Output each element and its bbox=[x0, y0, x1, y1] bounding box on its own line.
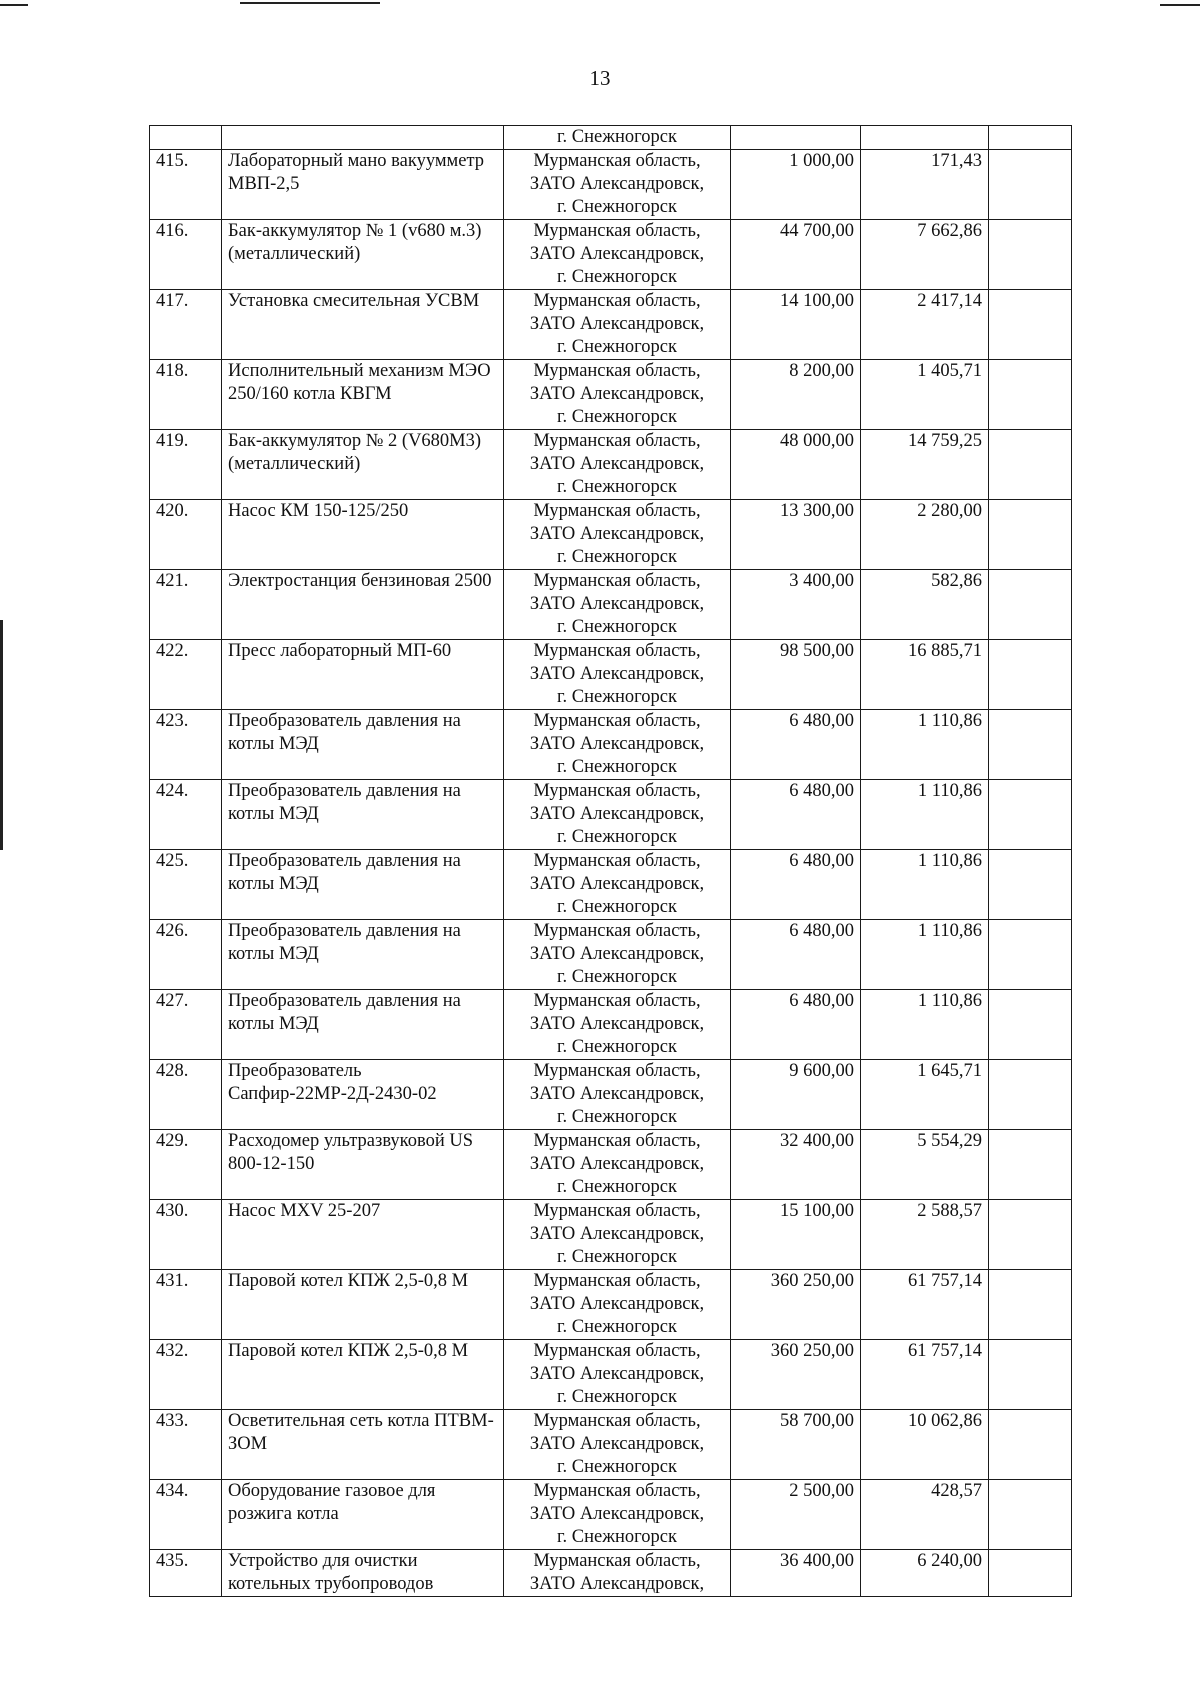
item-address bbox=[504, 920, 731, 990]
item-value-2: 7 662,86 bbox=[861, 220, 989, 290]
item-number: 429. bbox=[150, 1130, 222, 1200]
table-row bbox=[150, 150, 1072, 220]
item-address bbox=[504, 640, 731, 710]
item-number: 422. bbox=[150, 640, 222, 710]
address-line: г. Снежногорск bbox=[557, 1387, 677, 1407]
item-number: 433. bbox=[150, 1410, 222, 1480]
item-name: Паровой котел КПЖ 2,5-0,8 М bbox=[222, 1340, 504, 1410]
item-address bbox=[504, 1340, 731, 1410]
address-line: ЗАТО Александровск, bbox=[529, 944, 705, 964]
scan-artifact-left-edge bbox=[0, 620, 3, 850]
item-extra bbox=[989, 1200, 1072, 1270]
item-extra bbox=[989, 710, 1072, 780]
item-number: 420. bbox=[150, 500, 222, 570]
item-value-1: 13 300,00 bbox=[731, 500, 861, 570]
num-cell bbox=[150, 126, 222, 150]
item-value-1: 2 500,00 bbox=[731, 1480, 861, 1550]
item-extra bbox=[989, 640, 1072, 710]
item-address bbox=[504, 710, 731, 780]
address-line: ЗАТО Александровск, bbox=[529, 1574, 705, 1594]
address-line: ЗАТО Александровск, bbox=[529, 454, 705, 474]
item-value-1: 9 600,00 bbox=[731, 1060, 861, 1130]
item-address bbox=[504, 990, 731, 1060]
item-name: Пресс лабораторный МП-60 bbox=[222, 640, 504, 710]
address-line: Мурманская область, bbox=[533, 291, 701, 311]
item-value-2: 14 759,25 bbox=[861, 430, 989, 500]
item-value-1: 36 400,00 bbox=[731, 1550, 861, 1597]
address-line: Мурманская область, bbox=[533, 1201, 701, 1221]
item-value-1: 58 700,00 bbox=[731, 1410, 861, 1480]
address-line: ЗАТО Александровск, bbox=[529, 1294, 705, 1314]
address-line: Мурманская область, bbox=[533, 641, 701, 661]
item-value-2: 1 110,86 bbox=[861, 920, 989, 990]
table-row bbox=[150, 1480, 1072, 1550]
address-line: ЗАТО Александровск, bbox=[529, 174, 705, 194]
item-value-1: 6 480,00 bbox=[731, 850, 861, 920]
item-number: 416. bbox=[150, 220, 222, 290]
item-number: 427. bbox=[150, 990, 222, 1060]
table-row bbox=[150, 850, 1072, 920]
item-number: 428. bbox=[150, 1060, 222, 1130]
item-extra bbox=[989, 1130, 1072, 1200]
item-address bbox=[504, 220, 731, 290]
item-name: Преобразователь давления на котлы МЭД bbox=[222, 920, 504, 990]
address-line: г. Снежногорск bbox=[557, 477, 677, 497]
item-number: 415. bbox=[150, 150, 222, 220]
item-number: 434. bbox=[150, 1480, 222, 1550]
item-value-2: 61 757,14 bbox=[861, 1340, 989, 1410]
table-row bbox=[150, 710, 1072, 780]
item-name: Оборудование газовое для розжига котла bbox=[222, 1480, 504, 1550]
item-value-2: 2 417,14 bbox=[861, 290, 989, 360]
address-line: Мурманская область, bbox=[533, 1061, 701, 1081]
address-line: ЗАТО Александровск, bbox=[529, 1014, 705, 1034]
address-line: ЗАТО Александровск, bbox=[529, 1364, 705, 1384]
address-line: Мурманская область, bbox=[533, 571, 701, 591]
table-row bbox=[150, 1060, 1072, 1130]
item-name: Электростанция бензиновая 2500 bbox=[222, 570, 504, 640]
address-line: ЗАТО Александровск, bbox=[529, 874, 705, 894]
item-extra bbox=[989, 290, 1072, 360]
item-address bbox=[504, 1410, 731, 1480]
value1-cell bbox=[731, 126, 861, 150]
registry-body bbox=[150, 126, 1072, 1597]
address-line: г. Снежногорск bbox=[557, 197, 677, 217]
item-name: Бак-аккумулятор № 1 (v680 м.3) (металлический) bbox=[222, 220, 504, 290]
item-name: Исполнительный механизм МЭО 250/160 котла КВГМ bbox=[222, 360, 504, 430]
item-name: Установка смесительная УСВМ bbox=[222, 290, 504, 360]
item-extra bbox=[989, 780, 1072, 850]
item-address bbox=[504, 290, 731, 360]
table-row bbox=[150, 220, 1072, 290]
address-line: Мурманская область, bbox=[533, 221, 701, 241]
item-name: Насос MXV 25-207 bbox=[222, 1200, 504, 1270]
item-value-2: 1 110,86 bbox=[861, 850, 989, 920]
address-line: ЗАТО Александровск, bbox=[529, 524, 705, 544]
item-value-1: 6 480,00 bbox=[731, 710, 861, 780]
table-row bbox=[150, 990, 1072, 1060]
address-line: г. Снежногорск bbox=[557, 1527, 677, 1547]
address-line: г. Снежногорск bbox=[557, 1317, 677, 1337]
scan-artifact-top-left bbox=[0, 4, 28, 6]
item-number: 435. bbox=[150, 1550, 222, 1597]
address-line: ЗАТО Александровск, bbox=[529, 594, 705, 614]
item-number: 425. bbox=[150, 850, 222, 920]
table-row-continuation bbox=[150, 126, 1072, 150]
item-extra bbox=[989, 1340, 1072, 1410]
item-extra bbox=[989, 150, 1072, 220]
item-name: Преобразователь Сапфир-22МР-2Д-2430-02 bbox=[222, 1060, 504, 1130]
address-line: Мурманская область, bbox=[533, 1341, 701, 1361]
item-name: Паровой котел КПЖ 2,5-0,8 М bbox=[222, 1270, 504, 1340]
table-row bbox=[150, 430, 1072, 500]
item-value-1: 6 480,00 bbox=[731, 780, 861, 850]
item-value-1: 32 400,00 bbox=[731, 1130, 861, 1200]
table-row bbox=[150, 640, 1072, 710]
item-value-2: 582,86 bbox=[861, 570, 989, 640]
item-number: 421. bbox=[150, 570, 222, 640]
item-address bbox=[504, 1130, 731, 1200]
address-line: г. Снежногорск bbox=[557, 1457, 677, 1477]
address-line: ЗАТО Александровск, bbox=[529, 1224, 705, 1244]
item-address bbox=[504, 850, 731, 920]
address-line: г. Снежногорск bbox=[557, 267, 677, 287]
item-number: 432. bbox=[150, 1340, 222, 1410]
address-line: г. Снежногорск bbox=[557, 1247, 677, 1267]
address-line: ЗАТО Александровск, bbox=[529, 734, 705, 754]
address-line: г. Снежногорск bbox=[557, 547, 677, 567]
address-line: Мурманская область, bbox=[533, 1411, 701, 1431]
address-line: Мурманская область, bbox=[533, 1131, 701, 1151]
item-extra bbox=[989, 1270, 1072, 1340]
item-value-1: 15 100,00 bbox=[731, 1200, 861, 1270]
item-address bbox=[504, 150, 731, 220]
address-line: г. Снежногорск bbox=[557, 897, 677, 917]
address-line: г. Снежногорск bbox=[557, 1107, 677, 1127]
address-line: Мурманская область, bbox=[533, 921, 701, 941]
item-address bbox=[504, 500, 731, 570]
item-value-2: 428,57 bbox=[861, 1480, 989, 1550]
address-line: Мурманская область, bbox=[533, 991, 701, 1011]
address-line: ЗАТО Александровск, bbox=[529, 314, 705, 334]
extra-cell bbox=[989, 126, 1072, 150]
item-value-1: 6 480,00 bbox=[731, 920, 861, 990]
item-value-2: 1 110,86 bbox=[861, 710, 989, 780]
item-value-1: 3 400,00 bbox=[731, 570, 861, 640]
table-row bbox=[150, 1340, 1072, 1410]
item-extra bbox=[989, 920, 1072, 990]
table-row bbox=[150, 360, 1072, 430]
item-extra bbox=[989, 430, 1072, 500]
item-name: Преобразователь давления на котлы МЭД bbox=[222, 990, 504, 1060]
item-extra bbox=[989, 1060, 1072, 1130]
item-number: 431. bbox=[150, 1270, 222, 1340]
address-line: г. Снежногорск bbox=[557, 337, 677, 357]
item-address bbox=[504, 360, 731, 430]
address-line: г. Снежногорск bbox=[557, 617, 677, 637]
item-extra bbox=[989, 360, 1072, 430]
item-number: 423. bbox=[150, 710, 222, 780]
address-line: Мурманская область, bbox=[533, 431, 701, 451]
address-line: Мурманская область, bbox=[533, 1481, 701, 1501]
address-line: Мурманская область, bbox=[533, 501, 701, 521]
table-row bbox=[150, 1550, 1072, 1597]
scan-artifact-top-right bbox=[1160, 4, 1200, 6]
address-line: г. Снежногорск bbox=[557, 827, 677, 847]
item-value-1: 44 700,00 bbox=[731, 220, 861, 290]
item-value-1: 14 100,00 bbox=[731, 290, 861, 360]
address-line: г. Снежногорск bbox=[557, 1177, 677, 1197]
item-value-1: 360 250,00 bbox=[731, 1270, 861, 1340]
name-cell bbox=[222, 126, 504, 150]
item-value-2: 16 885,71 bbox=[861, 640, 989, 710]
item-name: Насос КМ 150-125/250 bbox=[222, 500, 504, 570]
address-line: Мурманская область, bbox=[533, 1271, 701, 1291]
item-name: Бак-аккумулятор № 2 (V680М3) (металлический) bbox=[222, 430, 504, 500]
item-address bbox=[504, 1200, 731, 1270]
item-value-2: 2 588,57 bbox=[861, 1200, 989, 1270]
address-line: г. Снежногорск bbox=[557, 757, 677, 777]
item-address bbox=[504, 570, 731, 640]
item-extra bbox=[989, 500, 1072, 570]
item-value-1: 48 000,00 bbox=[731, 430, 861, 500]
address-line: ЗАТО Александровск, bbox=[529, 384, 705, 404]
item-value-1: 1 000,00 bbox=[731, 150, 861, 220]
address-line: ЗАТО Александровск, bbox=[529, 1504, 705, 1524]
address-line: г. Снежногорск bbox=[557, 967, 677, 987]
item-value-2: 61 757,14 bbox=[861, 1270, 989, 1340]
scan-artifact-top bbox=[240, 2, 380, 4]
item-extra bbox=[989, 570, 1072, 640]
item-extra bbox=[989, 1410, 1072, 1480]
item-value-2: 1 645,71 bbox=[861, 1060, 989, 1130]
address-line: г. Снежногорск bbox=[557, 407, 677, 427]
item-value-1: 98 500,00 bbox=[731, 640, 861, 710]
item-address bbox=[504, 1550, 731, 1597]
page-number: 13 bbox=[589, 66, 611, 90]
address-line: Мурманская область, bbox=[533, 711, 701, 731]
table-row bbox=[150, 1270, 1072, 1340]
table-row bbox=[150, 500, 1072, 570]
item-address bbox=[504, 780, 731, 850]
item-value-2: 171,43 bbox=[861, 150, 989, 220]
item-number: 426. bbox=[150, 920, 222, 990]
item-extra bbox=[989, 220, 1072, 290]
item-number: 418. bbox=[150, 360, 222, 430]
address-line: Мурманская область, bbox=[533, 151, 701, 171]
item-extra bbox=[989, 1480, 1072, 1550]
item-value-2: 5 554,29 bbox=[861, 1130, 989, 1200]
address-line: Мурманская область, bbox=[533, 1551, 701, 1571]
table-row bbox=[150, 1410, 1072, 1480]
item-number: 424. bbox=[150, 780, 222, 850]
table-row bbox=[150, 1200, 1072, 1270]
item-name: Осветительная сеть котла ПТВМ-ЗОМ bbox=[222, 1410, 504, 1480]
item-number: 419. bbox=[150, 430, 222, 500]
address-line: ЗАТО Александровск, bbox=[529, 1084, 705, 1104]
table-row bbox=[150, 780, 1072, 850]
item-value-1: 360 250,00 bbox=[731, 1340, 861, 1410]
item-value-1: 6 480,00 bbox=[731, 990, 861, 1060]
address-cell: г. Снежногорск bbox=[504, 126, 731, 150]
item-name: Устройство для очистки котельных трубопроводов bbox=[222, 1550, 504, 1597]
item-name: Расходомер ультразвуковой US 800-12-150 bbox=[222, 1130, 504, 1200]
address-line: ЗАТО Александровск, bbox=[529, 664, 705, 684]
item-extra bbox=[989, 990, 1072, 1060]
item-number: 417. bbox=[150, 290, 222, 360]
item-name: Лабораторный мано вакуумметр МВП-2,5 bbox=[222, 150, 504, 220]
item-extra bbox=[989, 850, 1072, 920]
address-line: ЗАТО Александровск, bbox=[529, 244, 705, 264]
table-row bbox=[150, 1130, 1072, 1200]
item-value-1: 8 200,00 bbox=[731, 360, 861, 430]
address-line: г. Снежногорск bbox=[557, 687, 677, 707]
item-value-2: 1 110,86 bbox=[861, 990, 989, 1060]
address-line: г. Снежногорск bbox=[557, 1037, 677, 1057]
item-value-2: 1 110,86 bbox=[861, 780, 989, 850]
table-row bbox=[150, 920, 1072, 990]
value2-cell bbox=[861, 126, 989, 150]
item-number: 430. bbox=[150, 1200, 222, 1270]
address-line: ЗАТО Александровск, bbox=[529, 1434, 705, 1454]
item-value-2: 6 240,00 bbox=[861, 1550, 989, 1597]
address-line: ЗАТО Александровск, bbox=[529, 1154, 705, 1174]
item-name: Преобразователь давления на котлы МЭД bbox=[222, 710, 504, 780]
address-line: ЗАТО Александровск, bbox=[529, 804, 705, 824]
item-address bbox=[504, 430, 731, 500]
item-value-2: 1 405,71 bbox=[861, 360, 989, 430]
table-row bbox=[150, 290, 1072, 360]
table-row bbox=[150, 570, 1072, 640]
item-address bbox=[504, 1060, 731, 1130]
item-address bbox=[504, 1270, 731, 1340]
address-line: Мурманская область, bbox=[533, 851, 701, 871]
item-name: Преобразователь давления на котлы МЭД bbox=[222, 780, 504, 850]
address-line: Мурманская область, bbox=[533, 361, 701, 381]
item-extra bbox=[989, 1550, 1072, 1597]
property-registry-table bbox=[149, 125, 1072, 1597]
item-address bbox=[504, 1480, 731, 1550]
item-value-2: 10 062,86 bbox=[861, 1410, 989, 1480]
address-line: Мурманская область, bbox=[533, 781, 701, 801]
item-value-2: 2 280,00 bbox=[861, 500, 989, 570]
item-name: Преобразователь давления на котлы МЭД bbox=[222, 850, 504, 920]
